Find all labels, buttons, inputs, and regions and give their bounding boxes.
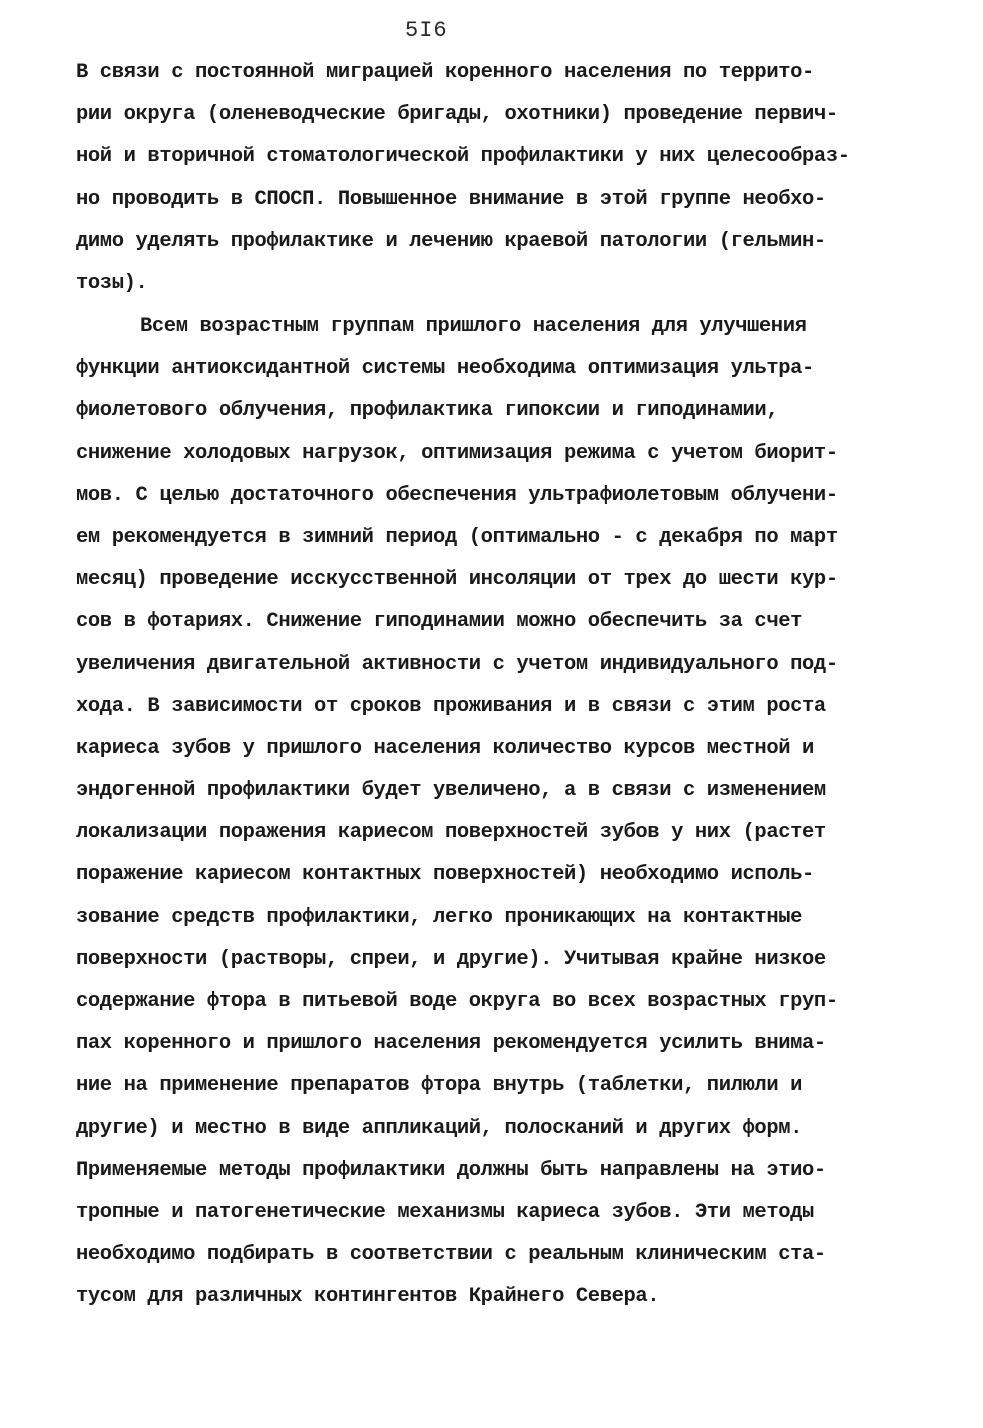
text-line: рии округа (оленеводческие бригады, охотники) проведение первич-	[76, 103, 838, 127]
text-line: Применяемые методы профилактики должны быть направлены на этио-	[76, 1158, 826, 1182]
text-line: но проводить в СПОСП. Повышенное внимание в этой группе необхо-	[76, 187, 826, 211]
text-line: поражение кариесом контактных поверхностей) необходимо исполь-	[76, 863, 814, 887]
text-line: хода. В зависимости от сроков проживания и в связи с этим роста	[76, 694, 826, 718]
text-line: Всем возрастным группам пришлого населения для улучшения	[140, 315, 807, 338]
text-line: зование средств профилактики, легко проникающих на контактные	[76, 905, 803, 929]
text-line: месяц) проведение исскусственной инсоляции от трех до шести кур-	[76, 568, 838, 592]
text-line: тусом для различных контингентов Крайнего Севера.	[76, 1285, 660, 1309]
text-line: ной и вторичной стоматологической профилактики у них целесообраз-	[76, 145, 850, 169]
text-line: тозы).	[76, 271, 148, 295]
text-line: пах коренного и пришлого населения рекомендуется усилить внима-	[76, 1032, 826, 1056]
text-line: мов. С целью достаточного обеспечения ультрафиолетовым облучени-	[76, 483, 838, 507]
text-line: кариеса зубов у пришлого населения количество курсов местной и	[76, 736, 814, 760]
text-line: локализации поражения кариесом поверхностей зубов у них (растет	[76, 821, 826, 845]
text-line: димо уделять профилактике и лечению краевой патологии (гельмин-	[76, 229, 826, 253]
text-line: снижение холодовых нагрузок, оптимизация режима с учетом биорит-	[76, 441, 838, 465]
text-line: функции антиоксидантной системы необходима оптимизация ультра-	[76, 357, 814, 381]
text-line: другие) и местно в виде аппликаций, полосканий и других форм.	[76, 1116, 803, 1140]
text-line: увеличения двигательной активности с учетом индивидуального под-	[76, 652, 838, 676]
text-line: фиолетового облучения, профилактика гипоксии и гиподинамии,	[76, 399, 779, 423]
page-number: 5I6	[405, 18, 448, 43]
text-line: необходимо подбирать в соответствии с реальным клиническим ста-	[76, 1243, 826, 1267]
text-line: тропные и патогенетические механизмы кариеса зубов. Эти методы	[76, 1200, 814, 1224]
paragraph-2	[76, 306, 906, 1319]
text-line: ем рекомендуется в зимний период (оптимально - с декабря по март	[76, 525, 838, 549]
text-line: эндогенной профилактики будет увеличено, а в связи с изменением	[76, 779, 826, 803]
text-line: сов в фотариях. Снижение гиподинамии можно обеспечить за счет	[76, 610, 803, 634]
text-line: содержание фтора в питьевой воде округа во всех возрастных груп-	[76, 990, 838, 1013]
text-line: ние на применение препаратов фтора внутрь (таблетки, пилюли и	[76, 1074, 803, 1098]
text-line: поверхности (растворы, спреи, и другие). Учитывая крайне низкое	[76, 947, 826, 971]
text-line: В связи с постоянной миграцией коренного населения по террито-	[76, 61, 814, 84]
paragraph-1	[76, 52, 906, 305]
